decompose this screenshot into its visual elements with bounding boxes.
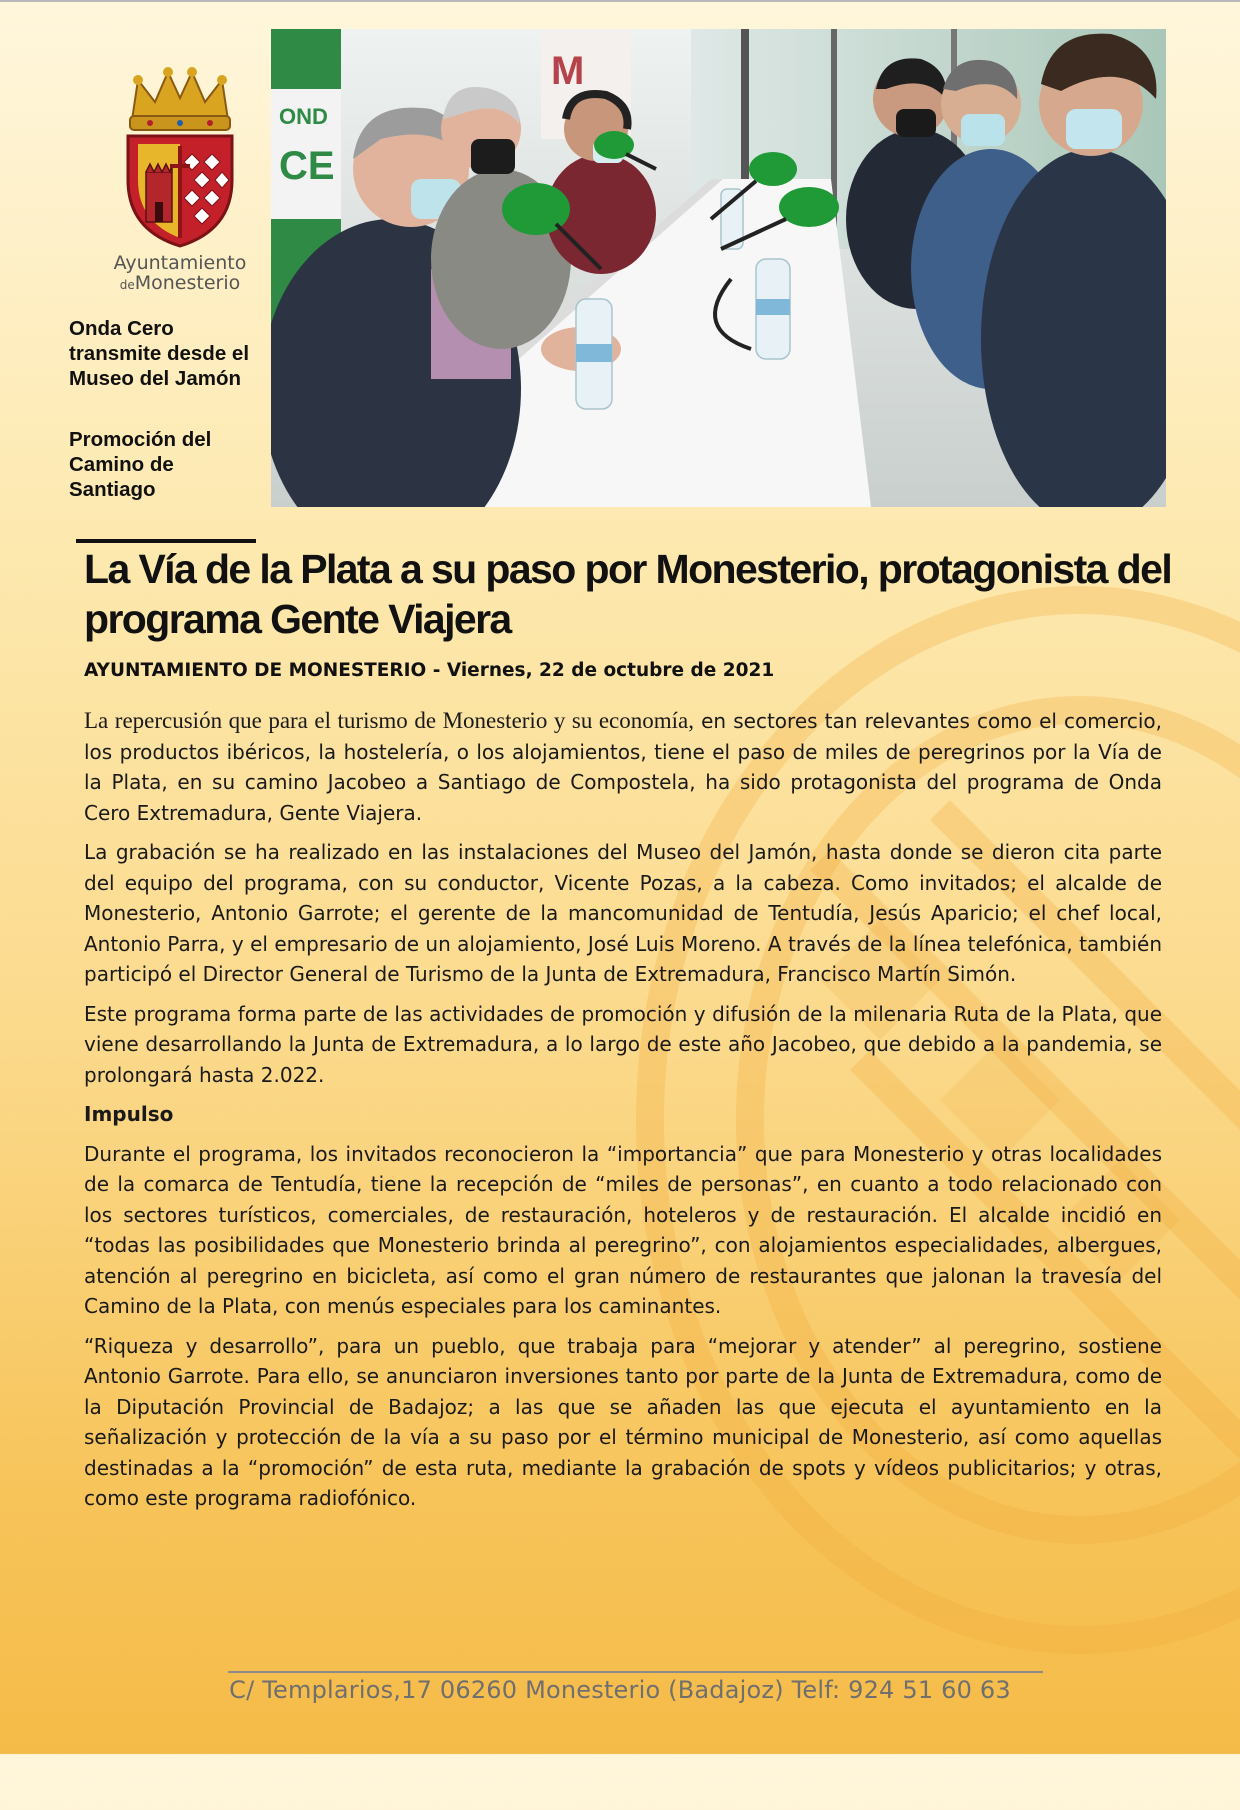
top-border — [0, 0, 1240, 2]
paragraph-3: Este programa forma parte de las actividades de promoción y difusión de la milenaria Ruta de la Plata, que viene desarrollando la Junta de Extremadura, a lo largo de este año Jacobeo, que debido a la pandemia, se prolongará hasta 2.022. — [84, 1001, 1162, 1087]
footer-rule — [228, 1671, 1043, 1673]
coat-of-arms-icon — [100, 62, 260, 252]
paragraph-2: La grabación se ha realizado en las instalaciones del Museo del Jamón, hasta donde se dieron cita parte del equipo del programa, con su conductor, Vicente Pozas, a la cabeza. Como invitados; el alcalde de Monesterio, Antonio Garrote; el gerente de la mancomunidad de Tentudía, Jesús Aparicio; el chef local, Antonio Parra, y el empresario de un alojamiento, José Luis Moreno. A través de la línea telefónica, también participó el Director General de Turismo de la Junta de Extremadura, Francisco Martín Simón. — [84, 840, 1162, 986]
radio-broadcast-photo — [271, 29, 1166, 507]
logo-wordmark — [100, 252, 260, 296]
logo-line-monesterio: Monesterio — [134, 272, 241, 294]
article-byline: AYUNTAMIENTO DE MONESTERIO - Viernes, 22 de octubre de 2021 — [84, 660, 775, 681]
paragraph-1-lead: La repercusión que para el turismo de Monesterio y su economía, — [84, 708, 694, 733]
svg-text:M: M — [551, 49, 585, 93]
paragraph-4: Durante el programa, los invitados reconocieron la “importancia” que para Monesterio y otras localidades de la comarca de Tentudía, tiene la recepción de “miles de personas”, en cuanto a todo relacionado con los sectores turísticos, comerciales, de restauración, hoteleros y de restauración. El alcalde incidió en “todas las posibilidades que Monesterio brinda al peregrino”, con alojamientos especialidades, albergues, atención al peregrino en bicicleta, así como el gran número de restaurantes que jalonan la travesía del Camino de la Plata, con menús especiales para los caminantes. — [84, 1141, 1162, 1318]
sidebar-kicker-camino: Promoción del Camino de Santiago — [69, 428, 212, 501]
paragraph-1 — [84, 706, 1162, 828]
photo-illustration — [271, 29, 1166, 507]
article-body — [84, 706, 1162, 1523]
footer-address: C/ Templarios,17 06260 Monesterio (Badajoz) Telf: 924 51 60 63 — [229, 1676, 1011, 1704]
svg-text:OND: OND — [279, 104, 328, 129]
paragraph-5: “Riqueza y desarrollo”, para un pueblo, que trabaja para “mejorar y atender” al peregrino, sostiene Antonio Garrote. Para ello, se anunciaron inversiones tanto por parte de la Junta de Extremadura, como de la Diputación Provincial de Badajoz; a las que se añaden las que ejecuta el ayuntamiento en la señalización y protección de la vía a su paso por el término municipal de Monesterio, así como aquellas destinadas a la “promoción” de esta ruta, mediante la grabación de spots y vídeos publicitarios; y otras, como este programa radiofónico. — [84, 1333, 1162, 1510]
sidebar-kicker-onda-cero: Onda Cero transmite desde el Museo del Jamón — [69, 317, 250, 390]
svg-text:CE: CE — [279, 144, 335, 188]
article-title: La Vía de la Plata a su paso por Monesterio, protagonista del programa Gente Viajera — [84, 546, 1172, 642]
logo-prefix: de — [119, 278, 135, 292]
municipal-logo — [100, 62, 260, 302]
logo-line-ayuntamiento: Ayuntamiento — [113, 252, 247, 274]
subhead-impulso: Impulso — [84, 1102, 174, 1126]
paragraph-1-rest: en sectores tan relevantes como el comercio, los productos ibéricos, la hostelería, o los alojamientos, tiene el paso de miles de peregrinos por la Vía de la Plata, en su camino Jacobeo a Santiago de Compostela, ha sido protagonista del programa de Onda Cero Extremadura, Gente Viajera. — [84, 709, 1163, 825]
headline-rule — [76, 539, 256, 543]
